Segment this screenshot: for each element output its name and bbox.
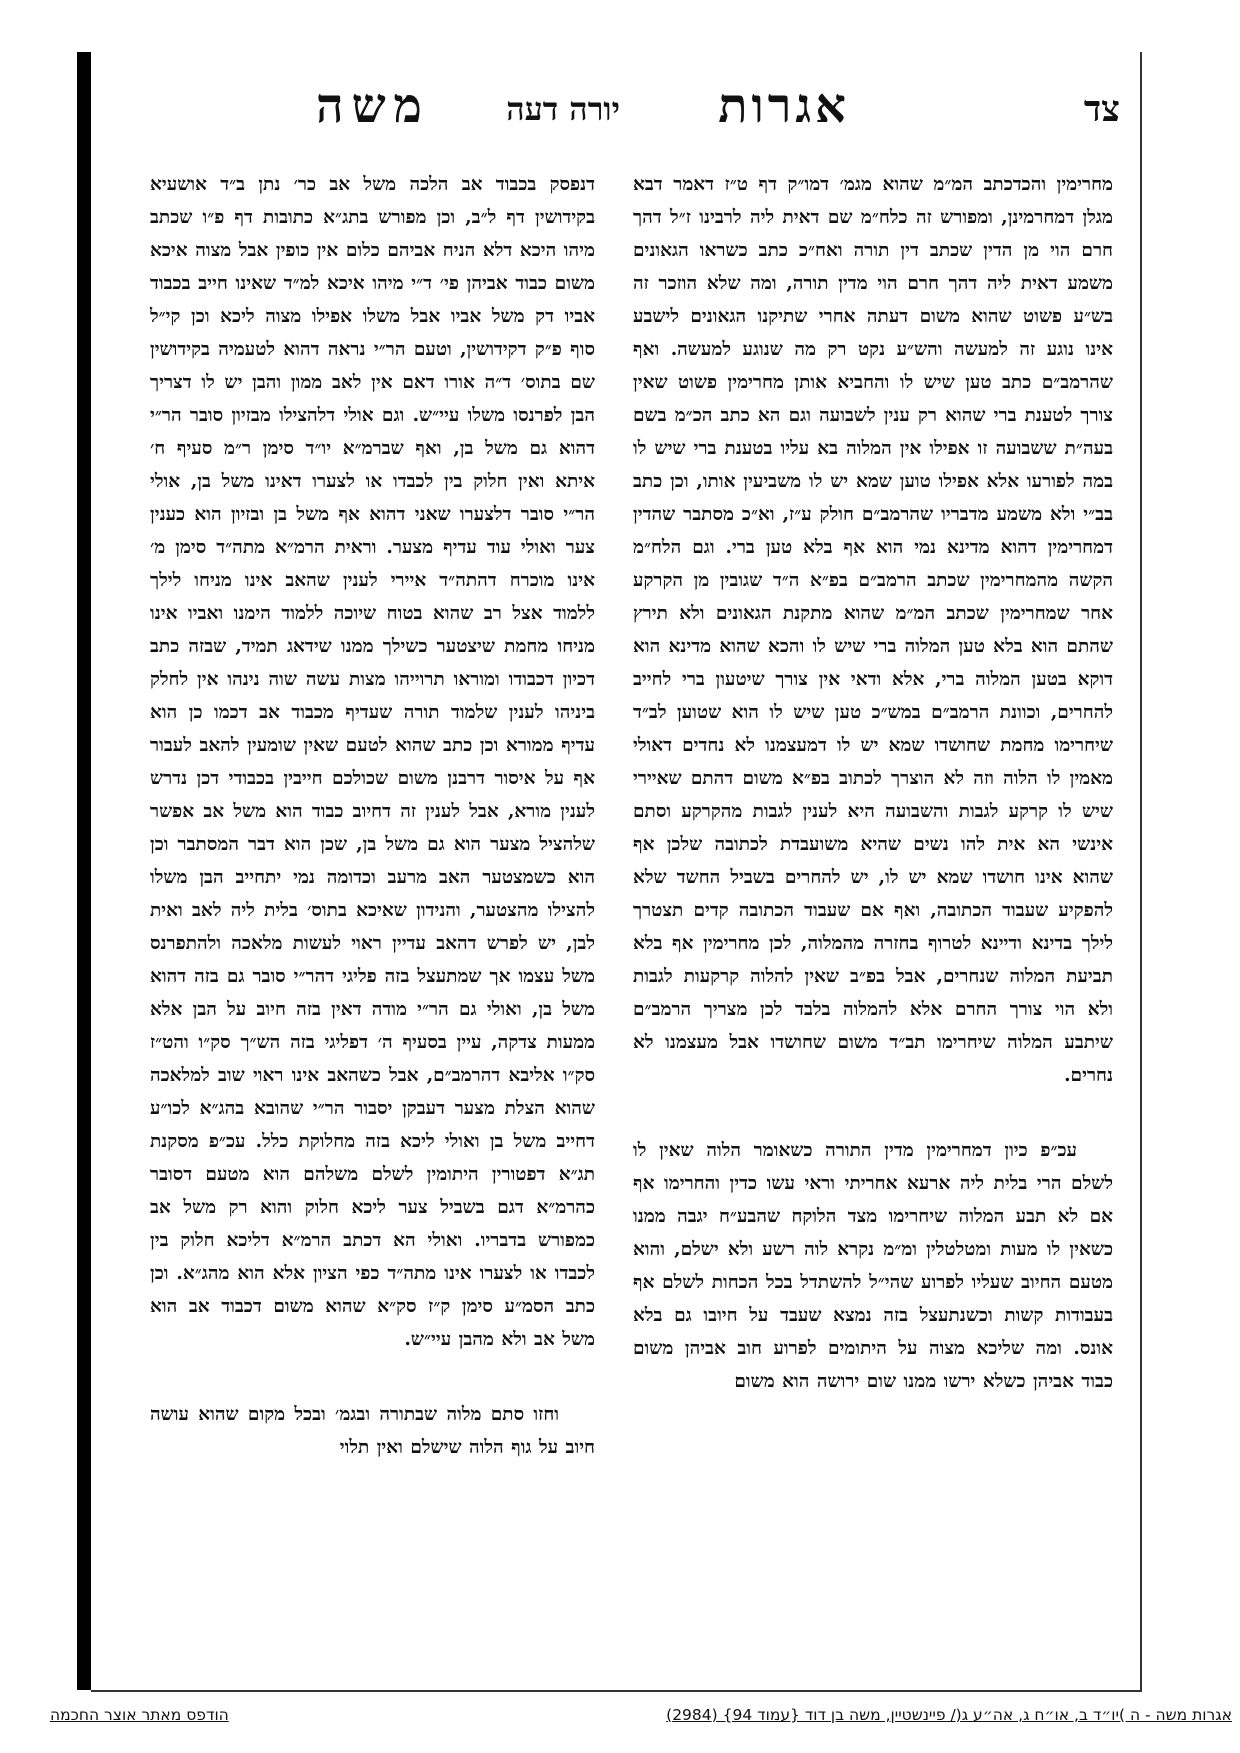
book-author: משה [315, 78, 430, 134]
page-frame-bottom-line [91, 1690, 1142, 1692]
print-footer [0, 1706, 1240, 1736]
running-header [110, 78, 1120, 158]
paragraph: וחזו סתם מלוה שבתורה ובגמ׳ ובכל מקום שהוא עושה חיוב על גוף הלוה שישלם ואין תלוי [150, 1404, 595, 1458]
section-name: יורה דעה [506, 90, 620, 128]
source-citation-link[interactable]: אגרות משה - ה )יו״ד ב, או״ח ג, אה״ע ג(/ פיינשטיין, משה בן דוד {עמוד 94} (2984) [666, 1706, 1232, 1724]
paragraph: מחרימין והכדכתב המ״מ שהוא מגמ׳ דמו״ק דף ט״ז דאמר דבא מגלן דמחרמינן, ומפורש זה כלח״מ שם דאית ליה לרבינו ז״ל דהך חרם הוי מן הדין שכתב דין תורה ואח״כ כתב כשראו הגאונים משמע דאית ליה דהך חרם הוי מדין תורה, ומה שלא הוזכר זה בש״ע פשוט שהוא משום דעתה אחרי שתיקנו הגאונים לישבע אינו נוגע זה למעשה והש״ע נקט רק מה שנוגע למעשה. ואף שהרמב״ם כתב טען שיש לו והחביא אותן מחרימין פשוט שאין צורך לטענת ברי שהוא רק ענין לשבועה וגם הא כתב הכ״מ בשם בעה״ת ששבועה זו אפילו אין המלוה בא עליו בטענת ברי שיש לו במה לפורעו אלא אפילו טוען שמא יש לו משביעין אותו, וכן כתב בב״י ולא משמע מדבריו שהרמב״ם חולק ע״ז, וא״כ מסתבר שהדין דמחרימין דהוא מדינא נמי הוא אף בלא טען ברי. וגם הלח״מ הקשה מהמחרימין שכתב הרמב״ם בפ״א ה״ד שגובין מן הקרקע אחר שמחרימין שכתב המ״מ שהוא מתקנת הגאונים ולא תירץ שהתם הוא בלא טען המלוה ברי שיש לו והכא שהוא מדינא הוא דוקא בטען המלוה ברי, אלא ודאי אין צורך שיטעון ברי לחייב להחרים, וכוונת הרמב״ם במש״כ טען שיש לו הוא שטוען לב״ד שיחרימו מחמת שחושדו שמא יש לו דמעצמנו לא נחדים דאולי מאמין לו הלוה וזה לא הוצרך לכתוב בפ״א משום דהתם שאיירי שיש לו קרקע לגבות והשבועה היא לענין לגבות מהקרקע וסתם אינשי הא אית להו נשים שהיא משועבדת לכתובה שלכן אף שהוא אינו חושדו שמא יש לו, יש להחרים בשביל החשד שלא להפקיע שעבוד הכתובה, ואף אם שעבוד הכתובה קדים תצטרך לילך בדינא ודיינא לטרוף בחזרה מהמלוה, לכן מחרימין אף בלא תביעת המלוה שנחרים, אבל בפ״ב שאין להלוה קרקעות לגבות ולא הוי צורך החרם אלא להמלוה בלבד לכן מצריך הרמב״ם שיתבע המלוה שיחרימו תב״ד משום שחושדו אבל מעצמנו לא נחרים. [633, 174, 1113, 1086]
paragraph: דנפסק בכבוד אב הלכה משל אב כר׳ נתן ב״ד אושעיא בקידושין דף ל״ב, וכן מפורש בתג״א כתובות דף פ״ו שכתב מיהו היכא דלא הניח אביהם כלום אין כופין אבל מצוה איכא משום כבוד אביהן פי׳ ד״י מיהו איכא למ״ד שאינו חייב בכבוד אביו דק משל אביו אבל משלו אפילו מצוה ליכא וכן קי״ל סוף פ״ק דקידושין, וטעם הר״י נראה דהוא לטעמיה בקידושין שם בתוס׳ ד״ה אורו דאם אין לאב ממון והבן יש לו דצריך הבן לפרנסו משלו עיי״ש. וגם אולי דלהצילו מבזיון סובר הר״י דהוא גם משל בן, ואף שברמ״א יו״ד סימן ר״מ סעיף ח׳ איתא ואין חלוק בין לכבדו או לצערו דאינו משל בן, אולי הר״י סובר דלצערו שאני דהוא אף משל בן ובזיון הוא כענין צער ואולי עוד עדיף מצער. וראית הרמ״א מתה״ד סימן מ׳ אינו מוכרח דהתה״ד איירי לענין שהאב אינו מניחו לילך ללמוד אצל רב שהוא בטוח שיוכה ללמוד הימנו ואביו אינו מניחו מחמת שיצטער כשילך ממנו שידאג תמיד, שבזה כתב דכיון דכבודו ומוראו תרוייהו מצות עשה שוה נינהו אין לחלק ביניהו לענין שלמוד תורה שעדיף מכבוד אב דכמו כן הוא עדיף ממורא וכן כתב שהוא לטעם שאין שומעין להאב לעבור אף על איסור דרבנן משום שכולכם חייבין בכבודי דכן נדרש לענין מורא, אבל לענין זה דחיוב כבוד הוא משל אב אפשר שלהציל מצער הוא גם משל בן, שכן הוא דבר המסתבר וכן הוא כשמצטער האב מרעב וכדומה נמי יתחייב הבן משלו להצילו מהצטער, והנידון שאיכא בתוס׳ בלית ליה לאב ואית לבן, יש לפרש דהאב עדיין ראוי לעשות מלאכה ולהתפרנס משל עצמו אך שמתעצל בזה פליגי דהר״י סובר גם בזה דהוא משל בן, ואולי גם הר״י מודה דאין בזה חיוב על הבן אלא ממעות צדקה, עיין בסעיף ה׳ דפליגי בזה הש״ך סק״ו והט״ז סק״ו אליבא דהרמב״ם, אבל כשהאב אינו ראוי שוב למלאכה שהוא הצלת מצער דעבקן יסבור הר״י שהובא בהג״א לכו״ע דחייב משל בן ואולי ליכא בזה מחלוקת כלל. עכ״פ מסקנת תג״א דפטורין היתומין לשלם משלהם הוא מטעם דסובר כהרמ״א דגם בשביל צער ליכא חלוק והוא רק משל אב כמפורש בדבריו. ואולי הא דכתב הרמ״א דליכא חלוק בין לכבדו או לצערו אינו מתה״ד כפי הציון אלא הוא מהג״א. וכן כתב הסמ״ע סימן ק״ז סק״א שהוא משום דכבוד אב הוא משל אב ולא מהבן עיי״ש. [150, 174, 595, 1350]
binding-spine-bar [77, 52, 91, 1690]
page-number: צד [1083, 88, 1120, 130]
book-title: אגרות [718, 78, 850, 134]
paragraph: עכ״פ כיון דמחרימין מדין התורה כשאומר הלוה שאין לו לשלם הרי בלית ליה ארעא אחריתי וראי עשו כדין והחרימו אף אם לא תבע המלוה שיחרימו מצד הלוקח שהבע״ח יגבה ממנו כשאין לו מעות ומטלטלין ומ״מ נקרא לוה רשע ולא ישלם, והוא מטעם החיוב שעליו לפרוע שהי״ל להשתדל בכל הכחות לשלם אף בעבודות קשות וכשנתעצל בזה נמצא שעבד על חיובו גם בלא אונס. ומה שליכא מצוה על היתומים לפרוע חוב אביהן משום כבוד אביהן כשלא ירשו ממנו שום ירושה הוא משום [633, 1140, 1113, 1392]
page-frame-right-line [1140, 52, 1142, 1692]
text-column-right [633, 168, 1113, 1398]
printed-from-link[interactable]: הודפס מאתר אוצר החכמה [50, 1706, 229, 1724]
text-column-left [150, 168, 595, 1464]
